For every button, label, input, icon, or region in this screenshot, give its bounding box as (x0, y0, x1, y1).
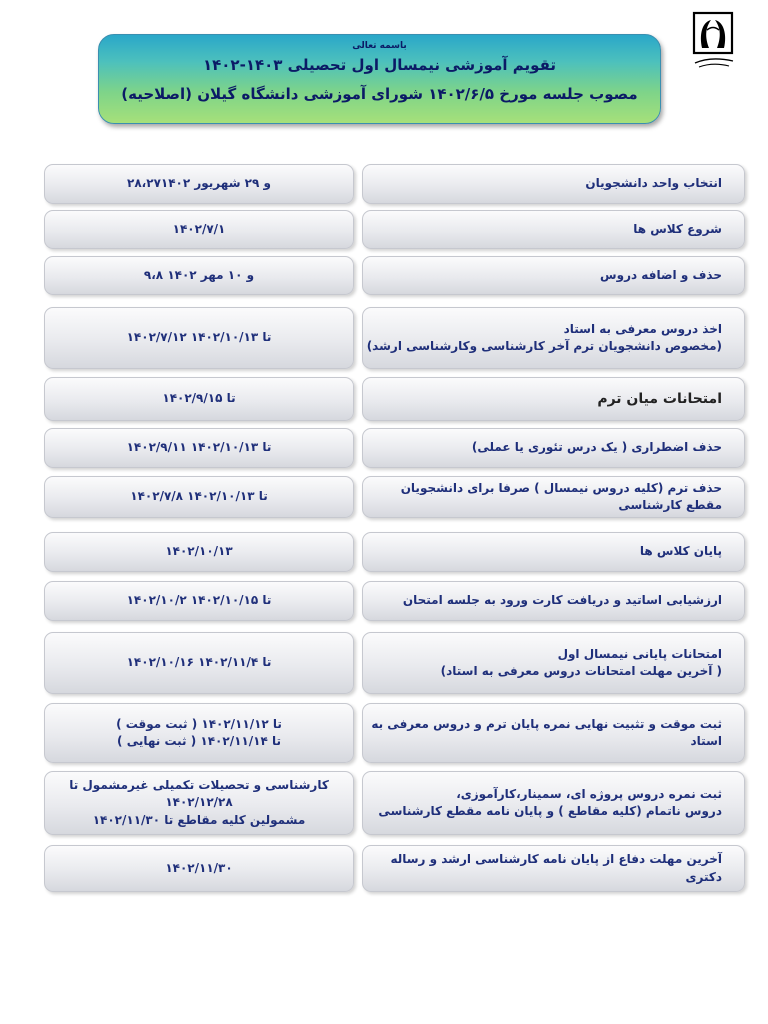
activity-line: ارزشیابی اساتید و دریافت کارت ورود به جلسه امتحان (402, 593, 722, 608)
date-line: ۱۴۰۲/۷/۱ (172, 221, 226, 236)
activity-cell-midterm-exams (362, 377, 745, 421)
activity-note: (مخصوص دانشجویان ترم آخر کارشناسی وکارشناسی ارشد) (366, 339, 722, 353)
date-line: کارشناسی و تحصیلات تکمیلی غیرمشمول تا ۱۴۰۲/۱۲/۲۸ (69, 777, 329, 810)
date-cell-instructor-referral (44, 307, 354, 369)
activity-cell-classes-start (362, 210, 745, 249)
date-line: ۱۴۰۲/۷/۱۲ تا ۱۴۰۲/۱۰/۱۳ (126, 330, 272, 345)
date-line: تا ۱۴۰۲/۱۱/۱۴ ( ثبت نهایی ) (117, 734, 281, 748)
date-cell-midterm-exams (44, 377, 354, 421)
date-cell-final-exams (44, 632, 354, 694)
activity-note: ( آخرین مهلت امتحانات دروس معرفی به استاد) (440, 664, 722, 678)
approval-subtitle: مصوب جلسه مورخ ۱۴۰۲/۶/۵ شورای آموزشی دانشگاه گیلان (اصلاحیه) (121, 85, 638, 103)
date-cell-thesis-defense (44, 845, 354, 892)
activity-cell-emergency-drop (362, 428, 745, 468)
activity-cell-grade-submission (362, 703, 745, 763)
date-cell-add-drop (44, 256, 354, 295)
activity-line: انتخاب واحد دانشجویان (585, 176, 722, 191)
activity-cell-project-grades (362, 771, 745, 835)
calendar-title-banner (98, 34, 661, 124)
blessing-text: باسمه تعالی (352, 41, 407, 51)
activity-cell-instructor-referral (362, 307, 745, 369)
date-line: ۱۴۰۲/۱۰/۲ تا ۱۴۰۲/۱۰/۱۵ (126, 593, 272, 608)
date-line: تا ۱۴۰۲/۹/۱۵ (162, 391, 236, 406)
date-cell-emergency-drop (44, 428, 354, 468)
activity-line: امتحانات میان ترم (597, 390, 722, 407)
date-cell-grade-submission (44, 703, 354, 763)
date-line: ۱۴۰۲/۱۰/۱۶ تا ۱۴۰۲/۱۱/۴ (126, 655, 272, 670)
date-cell-project-grades (44, 771, 354, 835)
activity-line: ثبت نمره دروس پروژه ای، سمینار،کارآموزی، (456, 786, 722, 801)
activity-line: حذف اضطراری ( یک درس تئوری یا عملی) (471, 440, 722, 455)
date-cell-term-withdrawal (44, 476, 354, 518)
date-line: ۹،۸ و ۱۰ مهر ۱۴۰۲ (143, 267, 255, 282)
activity-line: حذف ترم (کلیه دروس نیمسال ) صرفا برای دانشجویان مقطع کارشناسی (400, 480, 722, 512)
activity-line: امتحانات پایانی نیمسال اول (557, 646, 722, 661)
activity-cell-final-exams (362, 632, 745, 694)
activity-line: پایان کلاس ها (639, 544, 722, 559)
activity-cell-evaluation-entry-card (362, 581, 745, 621)
date-line: ۱۴۰۲/۱۰/۱۳ (165, 544, 233, 559)
activity-cell-term-withdrawal (362, 476, 745, 518)
university-logo-icon (689, 10, 753, 70)
activity-line: ثبت موقت و تثبیت نهایی نمره پایان ترم و دروس معرفی به استاد (371, 716, 722, 748)
date-cell-course-registration (44, 164, 354, 204)
date-cell-classes-start (44, 210, 354, 249)
activity-line: دروس ناتمام (کلیه مقاطع ) و پایان نامه مقطع کارشناسی (378, 804, 722, 818)
activity-cell-classes-end (362, 532, 745, 572)
activity-cell-thesis-defense (362, 845, 745, 892)
activity-line: اخذ دروس معرفی به استاد (563, 321, 722, 336)
activity-cell-course-registration (362, 164, 745, 204)
activity-cell-add-drop (362, 256, 745, 295)
date-line: ۱۴۰۲/۹/۱۱ تا ۱۴۰۲/۱۰/۱۳ (126, 440, 272, 455)
date-cell-evaluation-entry-card (44, 581, 354, 621)
date-line: مشمولین کلیه مقاطع تا ۱۴۰۲/۱۱/۳۰ (92, 812, 306, 827)
activity-line: شروع کلاس ها (633, 221, 722, 236)
activity-line: حذف و اضافه دروس (600, 267, 722, 282)
date-line: ۱۴۰۲/۷/۸ تا ۱۴۰۲/۱۰/۱۳ (130, 489, 268, 504)
date-line: تا ۱۴۰۲/۱۱/۱۲ ( ثبت موقت ) (116, 716, 282, 731)
calendar-title: تقویم آموزشی نیمسال اول تحصیلی ۱۴۰۳-۱۴۰۲ (202, 56, 557, 74)
date-cell-classes-end (44, 532, 354, 572)
date-line: ۱۴۰۲/۱۱/۳۰ (165, 860, 233, 875)
date-line: ۲۸،۲۷و ۲۹ شهریور ۱۴۰۲ (127, 176, 271, 191)
activity-line: آخرین مهلت دفاع از پایان نامه کارشناسی ارشد و رساله دکتری (390, 852, 722, 884)
